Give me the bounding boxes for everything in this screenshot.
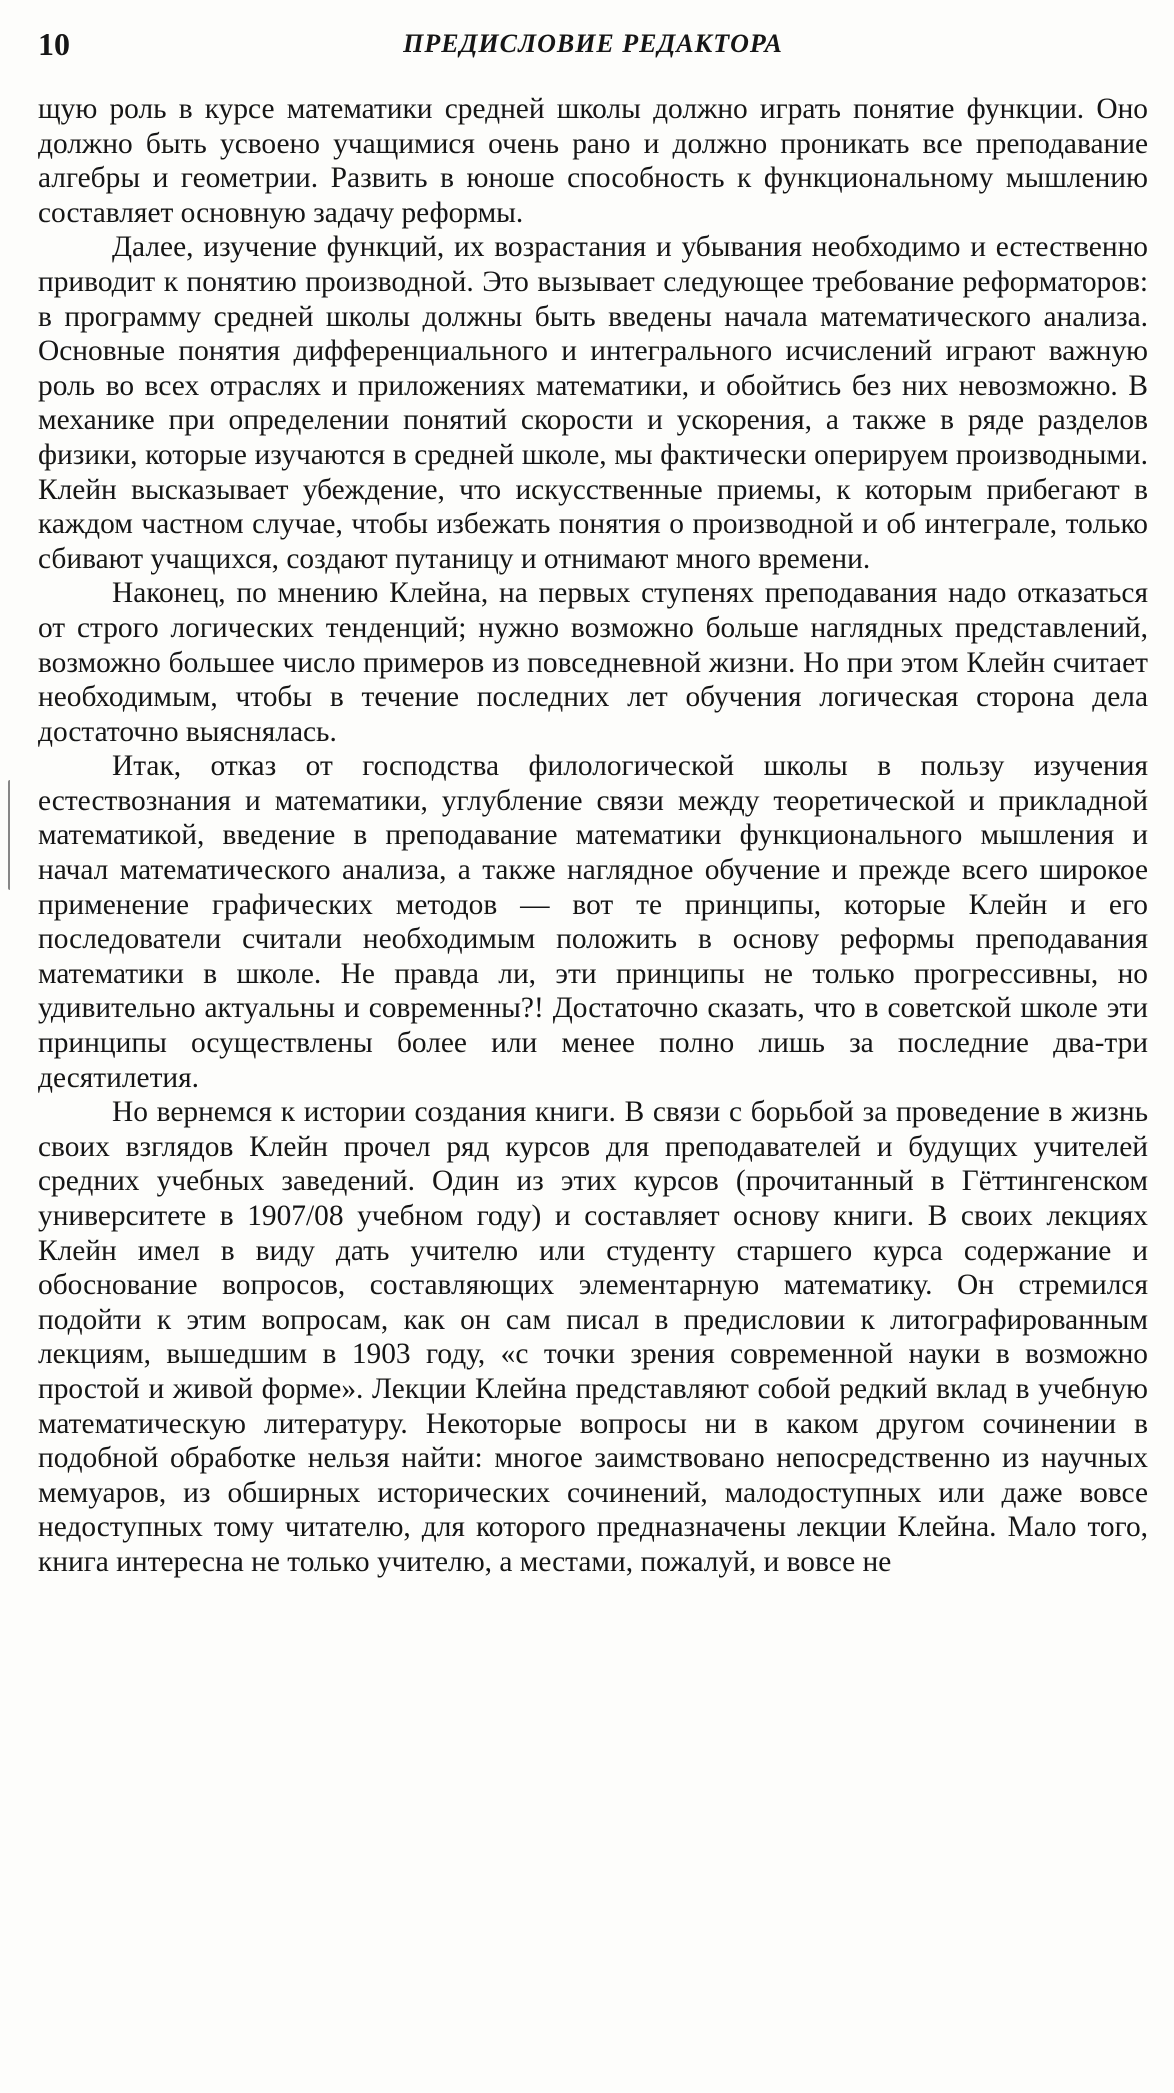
body-text (38, 92, 1148, 1580)
margin-pencil-mark (8, 780, 14, 890)
page-number: 10 (38, 26, 70, 62)
paragraph: Но вернемся к истории создания книги. В связи с борьбой за проведение в жизнь своих взглядов Клейн прочел ряд курсов для преподавателей и будущих учителей средних учебных заведений. Один из этих курсов (прочитанный в Гёттингенском университете в 1907/08 учебном году) и составляет основу книги. В своих лекциях Клейн имел в виду дать учителю или студенту старшего курса содержание и обоснование вопросов, составляющих элементарную математику. Он стремился подойти к этим вопросам, как он сам писал в предисловии к литографированным лекциям, вышедшим в 1903 году, «с точки зрения современной науки в возможно простой и живой форме». Лекции Клейна представляют собой редкий вклад в учебную математическую литературу. Некоторые вопросы ни в каком другом сочинении в подобной обработке нельзя найти: многое заимствовано непосредственно из научных мемуаров, из обширных исторических сочинений, малодоступных или даже вовсе недоступных тому читателю, для которого предназначены лекции Клейна. Мало того, книга интересна не только учителю, а местами, пожалуй, и вовсе не (38, 1096, 1148, 1578)
paragraph: Итак, отказ от господства филологической школы в пользу изучения естествознания и математики, углубление связи между теоретической и прикладной математикой, введение в преподавание математики функционального мышления и начал математического анализа, а также наглядное обучение и прежде всего широкое применение графических методов — вот те принципы, которые Клейн и его последователи считали необходимым положить в основу реформы преподавания математики в школе. Не правда ли, эти принципы не только прогрессивны, но удивительно актуальны и современны?! Достаточно сказать, что в советской школе эти принципы осуществлены более или менее полно лишь за последние два-три десятилетия. (38, 750, 1148, 1094)
paragraph-continued: щую роль в курсе математики средней школы должно играть понятие функции. Оно должно быть усвоено учащимися очень рано и должно проникать все преподавание алгебры и геометрии. Развить в юноше способность к функциональному мышлению составляет основную задачу реформы. (38, 93, 1148, 229)
paragraph: Далее, изучение функций, их возрастания и убывания необходимо и естественно приводит к понятию производной. Это вызывает следующее требование реформаторов: в программу средней школы должны быть введены начала математического анализа. Основные понятия дифференциального и интегрального исчислений играют важную роль во всех отраслях и приложениях математики, и обойтись без них невозможно. В механике при определении понятий скорости и ускорения, а также в ряде разделов физики, которые изучаются в средней школе, мы фактически оперируем производными. Клейн высказывает убеждение, что искусственные приемы, к которым прибегают в каждом частном случае, чтобы избежать понятия о производной и об интеграле, только сбивают учащихся, создают путаницу и отнимают много времени. (38, 231, 1148, 575)
page-header (38, 22, 1148, 66)
paragraph: Наконец, по мнению Клейна, на первых ступенях преподавания надо отказаться от строго логических тенденций; нужно возможно больше наглядных представлений, возможно большее число примеров из повседневной жизни. Но при этом Клейн считает необходимым, чтобы в течение последних лет обучения логическая сторона дела достаточно выяснялась. (38, 577, 1148, 748)
running-title: ПРЕДИСЛОВИЕ РЕДАКТОРА (403, 29, 783, 58)
